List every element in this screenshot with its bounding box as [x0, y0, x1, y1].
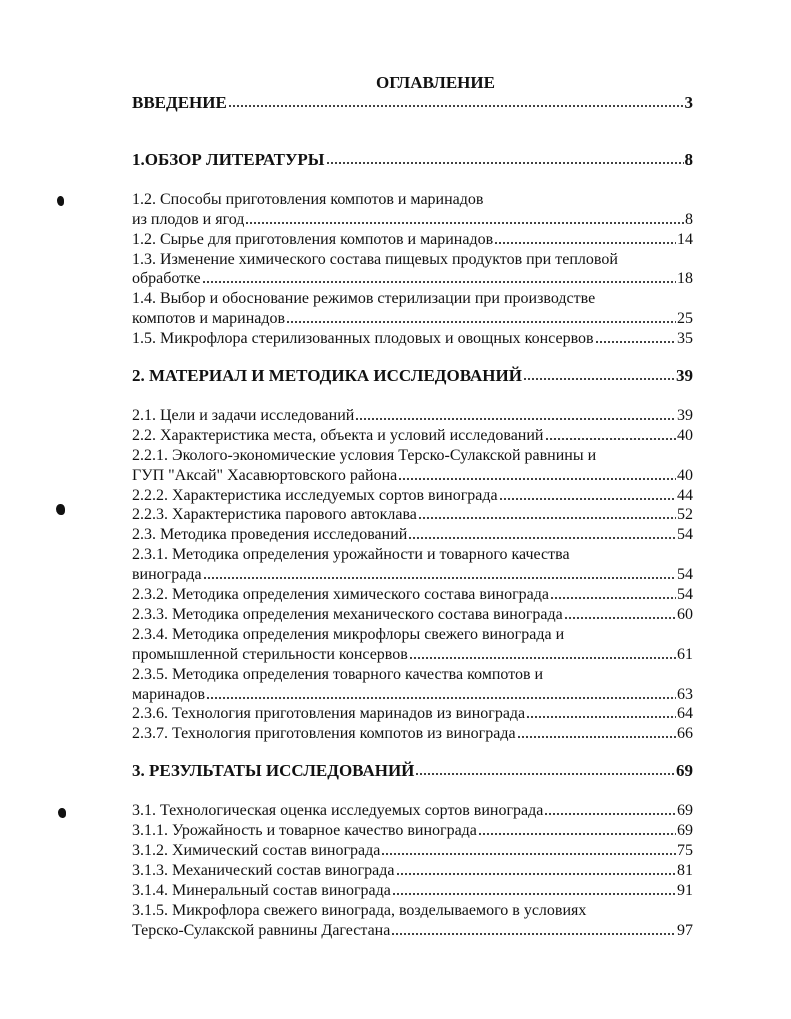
page-number: 52: [677, 506, 693, 524]
entry-title: 3. РЕЗУЛЬТАТЫ ИССЛЕДОВАНИЙ: [132, 761, 415, 781]
page-number: 8: [685, 210, 693, 228]
scan-artifact: [57, 196, 64, 206]
toc-entry: [132, 861, 693, 881]
dot-leader: [398, 477, 676, 481]
entry-title: 2.1. Цели и задачи исследований: [132, 406, 355, 424]
entry-title: 1.3. Изменение химического состава пищевых продуктов при тепловой: [132, 250, 618, 268]
entry-title: 3.1. Технологическая оценка исследуемых сортов винограда: [132, 802, 544, 820]
scan-artifact: [58, 808, 66, 818]
dot-leader: [526, 715, 676, 719]
entry-title: 2.3.4. Методика определения микрофлоры свежего винограда и: [132, 625, 565, 643]
dot-leader: [545, 437, 677, 441]
entry-title: 2.3.6. Технология приготовления маринадов из винограда: [132, 705, 526, 723]
entry-title: 1.2. Способы приготовления компотов и маринадов: [132, 190, 484, 208]
entry-title: 3.1.4. Минеральный состав винограда: [132, 881, 391, 899]
dot-leader: [396, 872, 677, 876]
toc-entry: [132, 486, 693, 506]
page-number: 18: [677, 270, 693, 288]
page-number: 8: [684, 149, 693, 169]
dot-leader: [245, 221, 684, 225]
toc-entry: [132, 466, 693, 486]
entry-title: ГУП "Аксай" Хасавюртовского района: [132, 466, 398, 484]
toc-entry: [132, 230, 693, 250]
page-number: 39: [677, 406, 693, 424]
toc-entry: [132, 505, 693, 525]
dot-leader: [206, 696, 676, 700]
page-number: 54: [677, 566, 693, 584]
toc-entry: [132, 821, 693, 841]
page-number: 35: [677, 330, 693, 348]
dot-leader: [228, 104, 684, 108]
dot-leader: [517, 735, 676, 739]
toc-entry: [132, 801, 693, 821]
entry-title: 2.2. Характеристика места, объекта и условий исследований: [132, 426, 544, 444]
entry-title: компотов и маринадов: [132, 310, 286, 328]
entry-title: 2.3.2. Методика определения химического состава винограда: [132, 586, 549, 603]
page-number: 91: [677, 881, 693, 899]
page-number: 14: [677, 230, 693, 248]
dot-leader: [418, 516, 676, 520]
page-number: 63: [677, 685, 693, 703]
entry-title: маринадов: [132, 685, 206, 703]
entry-title: 2.2.3. Характеристика парового автоклава: [132, 506, 417, 524]
entry-title: 1.4. Выбор и обоснование режимов стерилизации при производстве: [132, 290, 596, 308]
page-number: 75: [677, 841, 693, 859]
toc-heading: [132, 93, 693, 113]
entry-title: промышленной стерильности консервов: [132, 645, 408, 663]
toc-entry: [132, 565, 693, 585]
page-number: 66: [677, 725, 693, 743]
dot-leader: [355, 417, 676, 421]
dot-leader: [392, 892, 676, 896]
toc-entry: [132, 525, 693, 545]
page-number: 64: [677, 705, 693, 723]
page-number: 3: [684, 93, 693, 112]
page-number: 60: [677, 605, 693, 623]
toc-title: ОГЛАВЛЕНИЕ: [376, 73, 495, 92]
toc-entry: [132, 605, 693, 625]
dot-leader: [523, 377, 675, 381]
entry-title: 2.2.1. Эколого-экономические условия Терско-Сулакской равнины и: [132, 446, 597, 464]
scan-artifact: [56, 504, 65, 515]
dot-leader: [391, 932, 676, 936]
dot-leader: [409, 656, 676, 660]
entry-title: 2.3.7. Технология приготовления компотов из винограда: [132, 725, 516, 743]
toc-entry: [132, 406, 693, 426]
toc-heading: [132, 150, 693, 170]
dot-leader: [326, 161, 684, 165]
page-number: 69: [677, 822, 693, 839]
entry-title: обработке: [132, 270, 201, 288]
toc-entry: [132, 269, 693, 289]
page-number: 81: [677, 861, 693, 879]
dot-leader: [544, 812, 676, 816]
entry-title: 2.3. Методика проведения исследований: [132, 526, 408, 544]
toc-entry: [132, 685, 693, 705]
toc-entry: [132, 250, 693, 270]
page-number: 40: [677, 466, 693, 484]
dot-leader: [478, 832, 676, 836]
dot-leader: [564, 616, 676, 620]
page-number: 40: [677, 426, 693, 444]
dot-leader: [595, 340, 676, 344]
dot-leader: [202, 280, 676, 284]
page-number: 69: [676, 761, 693, 781]
page-number: 54: [677, 526, 693, 544]
entry-title: из плодов и ягод: [132, 210, 245, 228]
toc-entry: [132, 309, 693, 329]
toc-entry: [132, 585, 693, 605]
toc-entry: [132, 645, 693, 665]
entry-title: винограда: [132, 566, 202, 584]
entry-title: 1.2. Сырье для приготовления компотов и маринадов: [132, 230, 494, 248]
toc-entry: [132, 881, 693, 901]
toc-heading: [132, 366, 693, 386]
dot-leader: [415, 772, 675, 776]
entry-title: 2.2.2. Характеристика исследуемых сортов винограда: [132, 486, 498, 504]
page-number: 25: [677, 310, 693, 328]
toc-entry: [132, 329, 693, 349]
toc-entry: [132, 190, 693, 210]
dot-leader: [203, 576, 676, 580]
entry-title: 3.1.1. Урожайность и товарное качество винограда: [132, 822, 477, 839]
dot-leader: [494, 241, 676, 245]
dot-leader: [499, 497, 676, 501]
entry-title: 1.5. Микрофлора стерилизованных плодовых и овощных консервов: [132, 330, 594, 348]
page-number: 54: [677, 586, 693, 603]
entry-title: 2. МАТЕРИАЛ И МЕТОДИКА ИССЛЕДОВАНИЙ: [132, 366, 522, 385]
toc-entry: [132, 704, 693, 724]
toc-entry: [132, 625, 693, 645]
toc-heading: [132, 761, 693, 781]
entry-title: ВВЕДЕНИЕ: [132, 93, 227, 112]
toc-entry: [132, 446, 693, 466]
entry-title: 2.3.1. Методика определения урожайности и товарного качества: [132, 546, 570, 564]
entry-title: 3.1.2. Химический состав винограда: [132, 841, 381, 859]
toc-entry: [132, 210, 693, 230]
toc-entry: [132, 665, 693, 685]
toc-entry: [132, 545, 693, 565]
entry-title: 3.1.3. Механический состав винограда: [132, 861, 395, 879]
toc-entry: [132, 921, 693, 941]
entry-title: 1.ОБЗОР ЛИТЕРАТУРЫ: [132, 149, 325, 169]
page-number: 44: [677, 486, 693, 504]
dot-leader: [286, 320, 676, 324]
dot-leader: [408, 536, 676, 540]
toc-entry: [132, 901, 693, 921]
page-number: 97: [677, 921, 693, 939]
toc-entry: [132, 426, 693, 446]
page-number: 69: [677, 802, 693, 820]
entry-title: 2.3.5. Методика определения товарного качества компотов и: [132, 665, 544, 683]
toc-entry: [132, 289, 693, 309]
entry-title: 3.1.5. Микрофлора свежего винограда, возделываемого в условиях: [132, 901, 587, 919]
page-number: 61: [677, 645, 693, 663]
page-number: 39: [676, 366, 693, 385]
toc-entry: [132, 724, 693, 744]
dot-leader: [550, 596, 676, 600]
entry-title: 2.3.3. Методика определения механического состава винограда: [132, 605, 563, 623]
entry-title: Терско-Сулакской равнины Дагестана: [132, 921, 391, 939]
toc-entry: [132, 841, 693, 861]
dot-leader: [381, 852, 676, 856]
